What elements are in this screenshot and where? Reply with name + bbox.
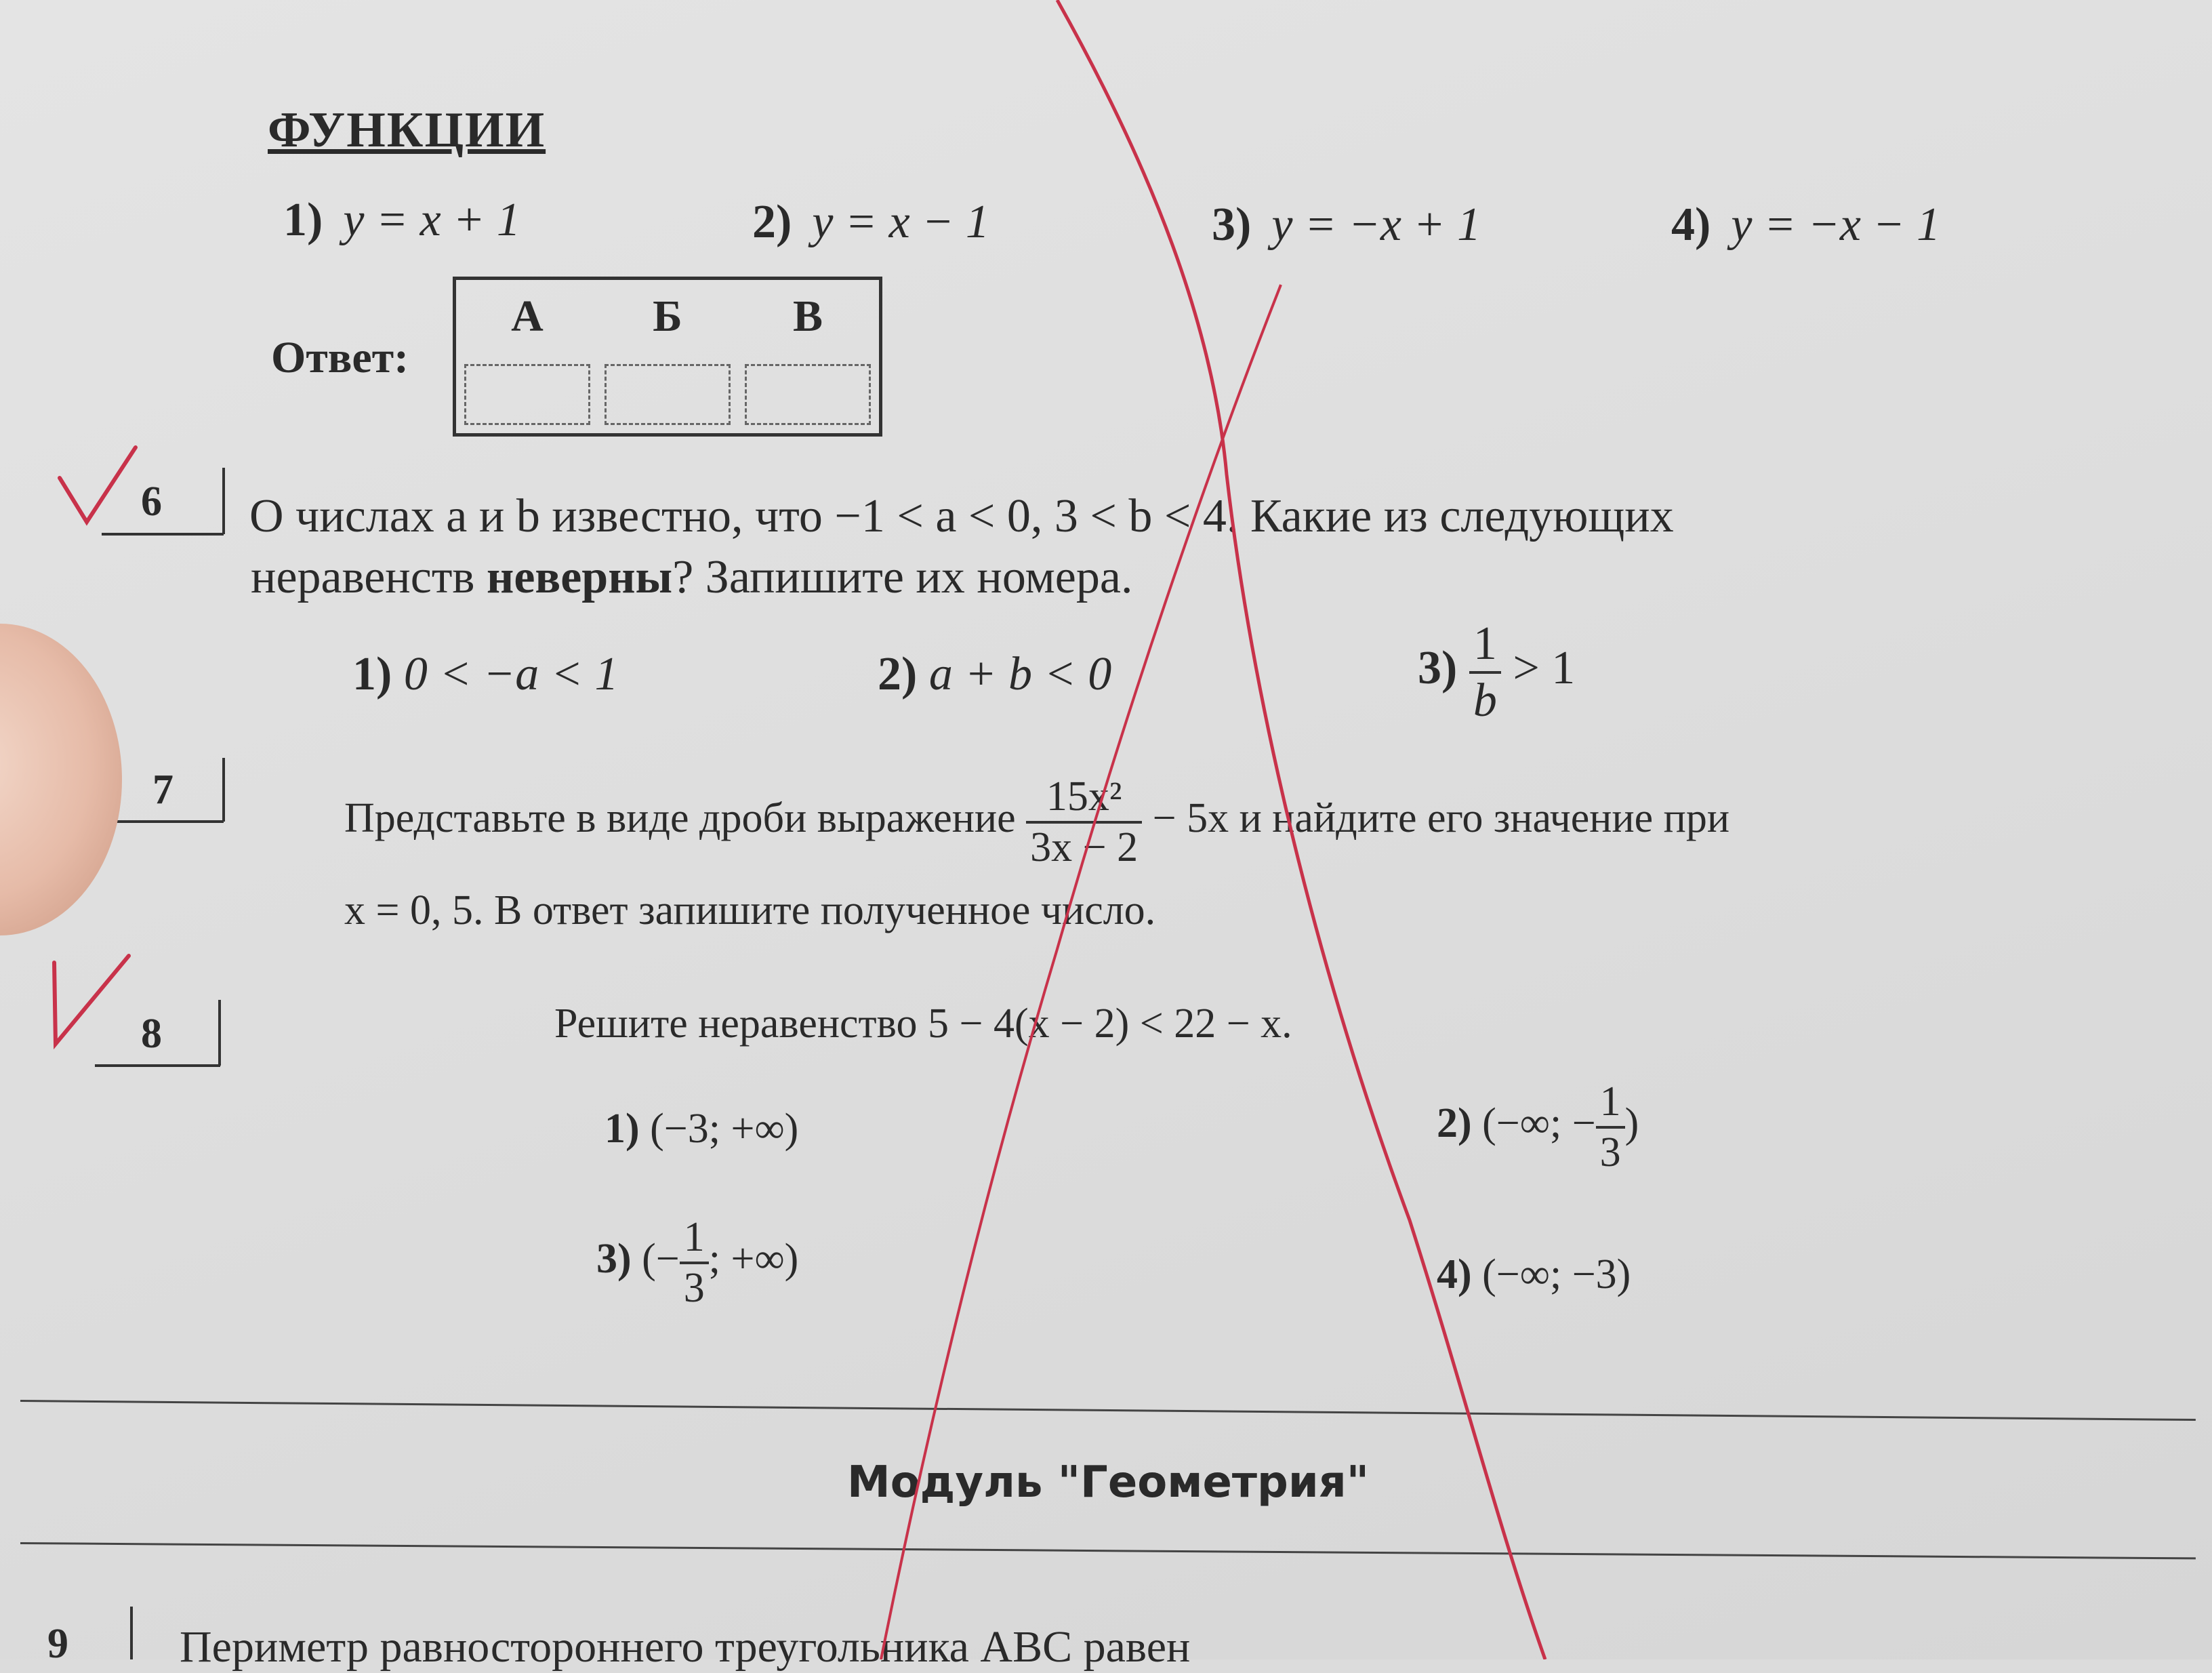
option-expression: 0 < −a < 1 [403,648,619,700]
option-open: (−∞; − [1482,1100,1596,1147]
task-number-7: 7 [152,767,173,813]
section-title: ФУНКЦИИ [268,102,546,158]
task6-line2-bold: неверны [486,551,673,603]
checkmark-icon [54,956,129,1044]
fraction-denominator: b [1473,674,1497,727]
option-number: 2) [752,196,792,248]
answer-label: Ответ: [271,333,409,382]
task-number-8: 8 [141,1011,162,1057]
option-number: 4) [1671,199,1711,251]
option-expression: y = x + 1 [343,194,520,246]
option-expression: (−3; +∞) [650,1106,799,1152]
task7-text-after: − 5x и найдите его значение при [1152,795,1730,842]
task9-partial-text: Периметр равностороннего треугольника ABC равен [180,1622,1191,1672]
option-open: (− [642,1236,680,1283]
module-title: Модуль "Геометрия" [847,1457,1370,1508]
red-cross-line-1 [1057,0,1545,1659]
task6-text-line1: О числах a и b известно, что −1 < a < 0, 3 < b < 4. Какие из следующих [249,490,1674,542]
checkmark-icon [60,447,136,522]
option-number: 1) [283,194,323,246]
option-number: 1) [605,1106,640,1152]
option-number: 2) [1437,1100,1472,1147]
answer-column-b: Б [653,291,682,341]
option-expression: y = −x + 1 [1271,199,1481,251]
red-cross-line-2 [881,285,1281,1659]
fraction-numerator: 1 [1596,1078,1625,1129]
answer-column-a: А [511,291,544,341]
fraction-numerator: 15x² [1026,773,1142,824]
option-number: 3) [1212,199,1252,251]
option-close: ; +∞) [708,1236,799,1283]
option-number: 4) [1437,1251,1472,1297]
option-expression: a + b < 0 [928,648,1112,700]
task7-text-line2: x = 0, 5. В ответ запишите полученное число. [344,887,1156,933]
answer-column-v: В [792,291,823,341]
option-expression: (−∞; −3) [1482,1251,1631,1297]
fraction-denominator: 3x − 2 [1030,824,1139,870]
option-number: 1) [352,648,392,700]
fraction-numerator: 1 [680,1213,709,1264]
task-number-9: 9 [47,1621,68,1667]
task6-line2-end: ? Запишите их номера. [672,551,1133,603]
task-number-6: 6 [141,479,162,525]
option-number: 3) [596,1236,632,1283]
task7-text-before: Представьте в виде дроби выражение [344,795,1016,842]
fraction-denominator: 3 [1599,1129,1621,1175]
option-expression: y = x − 1 [812,196,989,248]
task8-prompt: Решите неравенство 5 − 4(x − 2) < 22 − x. [554,1001,1292,1047]
task6-line2-start: неравенств [251,551,487,603]
option-number: 2) [878,648,918,700]
fraction-denominator: 3 [683,1265,705,1311]
option-expression: y = −x − 1 [1731,199,1941,251]
fraction-numerator: 1 [1469,617,1501,674]
option-close: ) [1624,1100,1639,1147]
option-number: 3) [1418,642,1458,695]
option-rest: > 1 [1513,642,1576,695]
